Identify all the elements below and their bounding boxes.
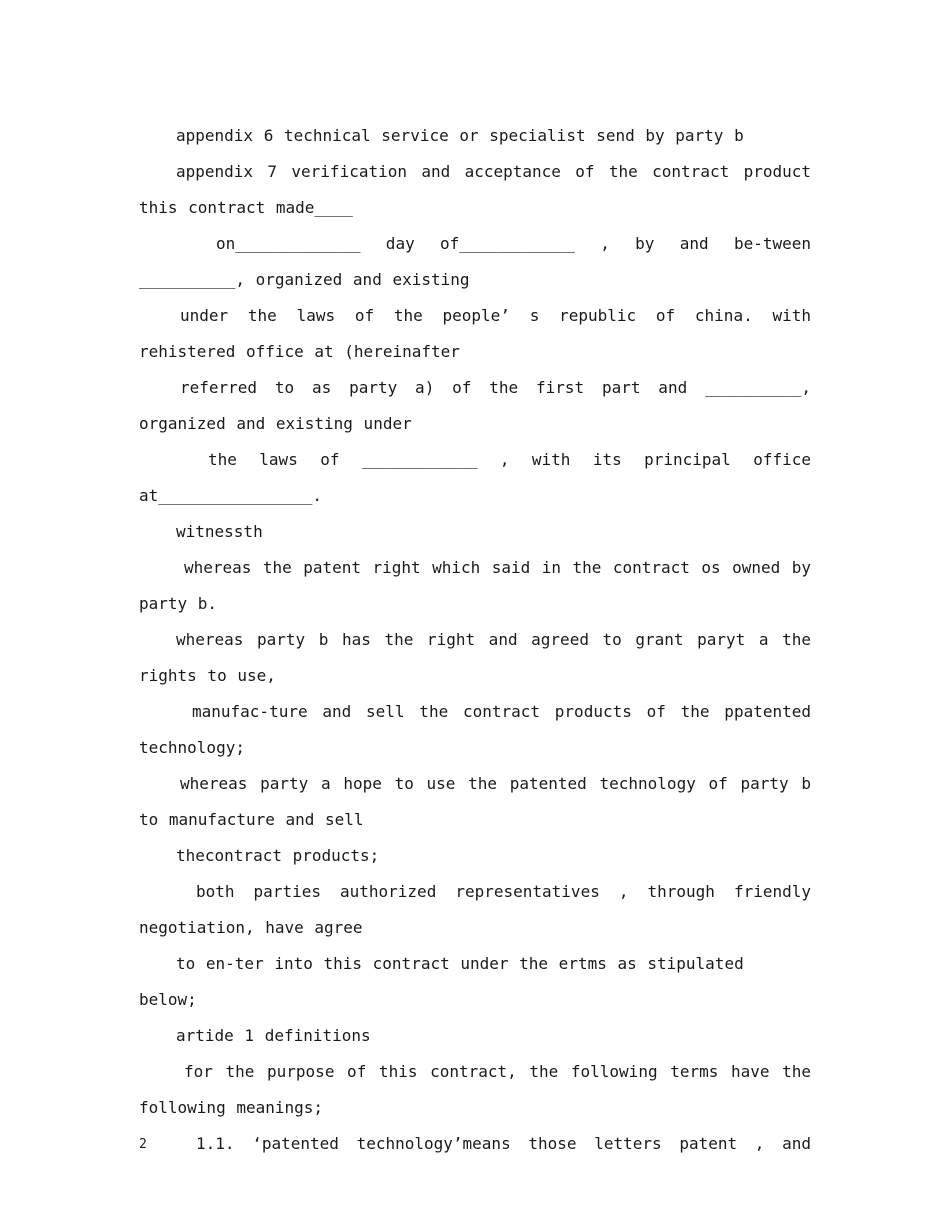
paragraph-definitions-intro: for the purpose of this contract, the following terms have the following meanings; <box>139 1062 811 1117</box>
paragraph-appendix-7: appendix 7 verification and acceptance of the contract product this contract made____ <box>139 162 811 217</box>
paragraph-both-parties: both parties authorized representatives , through friendly negotiation, have agree <box>139 882 811 937</box>
page-number: 2 <box>139 1137 147 1152</box>
paragraph-enter-contract: to en-ter into this contract under the ertms as stipulated below; <box>139 954 744 1009</box>
paragraph-manufacture-sell: manufac-ture and sell the contract products of the ppatented technology; <box>139 702 811 757</box>
paragraph-whereas-party-a-hope: whereas party a hope to use the patented technology of party b to manufacture and sell <box>139 774 811 829</box>
paragraph-article-1-heading: artide 1 definitions <box>176 1026 371 1045</box>
paragraph-definition-1-1: 1.1. ‘patented technology’means those letters patent , and <box>196 1134 811 1153</box>
paragraph-witnessth: witnessth <box>176 522 263 541</box>
paragraph-appendix-6: appendix 6 technical service or specialist send by party b <box>176 126 744 145</box>
paragraph-contract-products: thecontract products; <box>176 846 380 865</box>
paragraph-party-a-laws: under the laws of the people’ s republic of china. with rehistered office at (hereinafter <box>139 306 811 361</box>
paragraph-party-a-reference: referred to as party a) of the first part and __________, organized and existing under <box>139 378 811 433</box>
paragraph-whereas-patent-right: whereas the patent right which said in the contract os owned by party b. <box>139 558 811 613</box>
paragraph-contract-date: on_____________ day of____________ , by and be-tween __________, organized and existing <box>139 234 811 289</box>
paragraph-whereas-party-b-grant: whereas party b has the right and agreed to grant paryt a the rights to use, <box>139 630 811 685</box>
paragraph-party-b-laws: the laws of ____________ , with its principal office at________________. <box>139 450 811 505</box>
document-body <box>139 118 811 1162</box>
